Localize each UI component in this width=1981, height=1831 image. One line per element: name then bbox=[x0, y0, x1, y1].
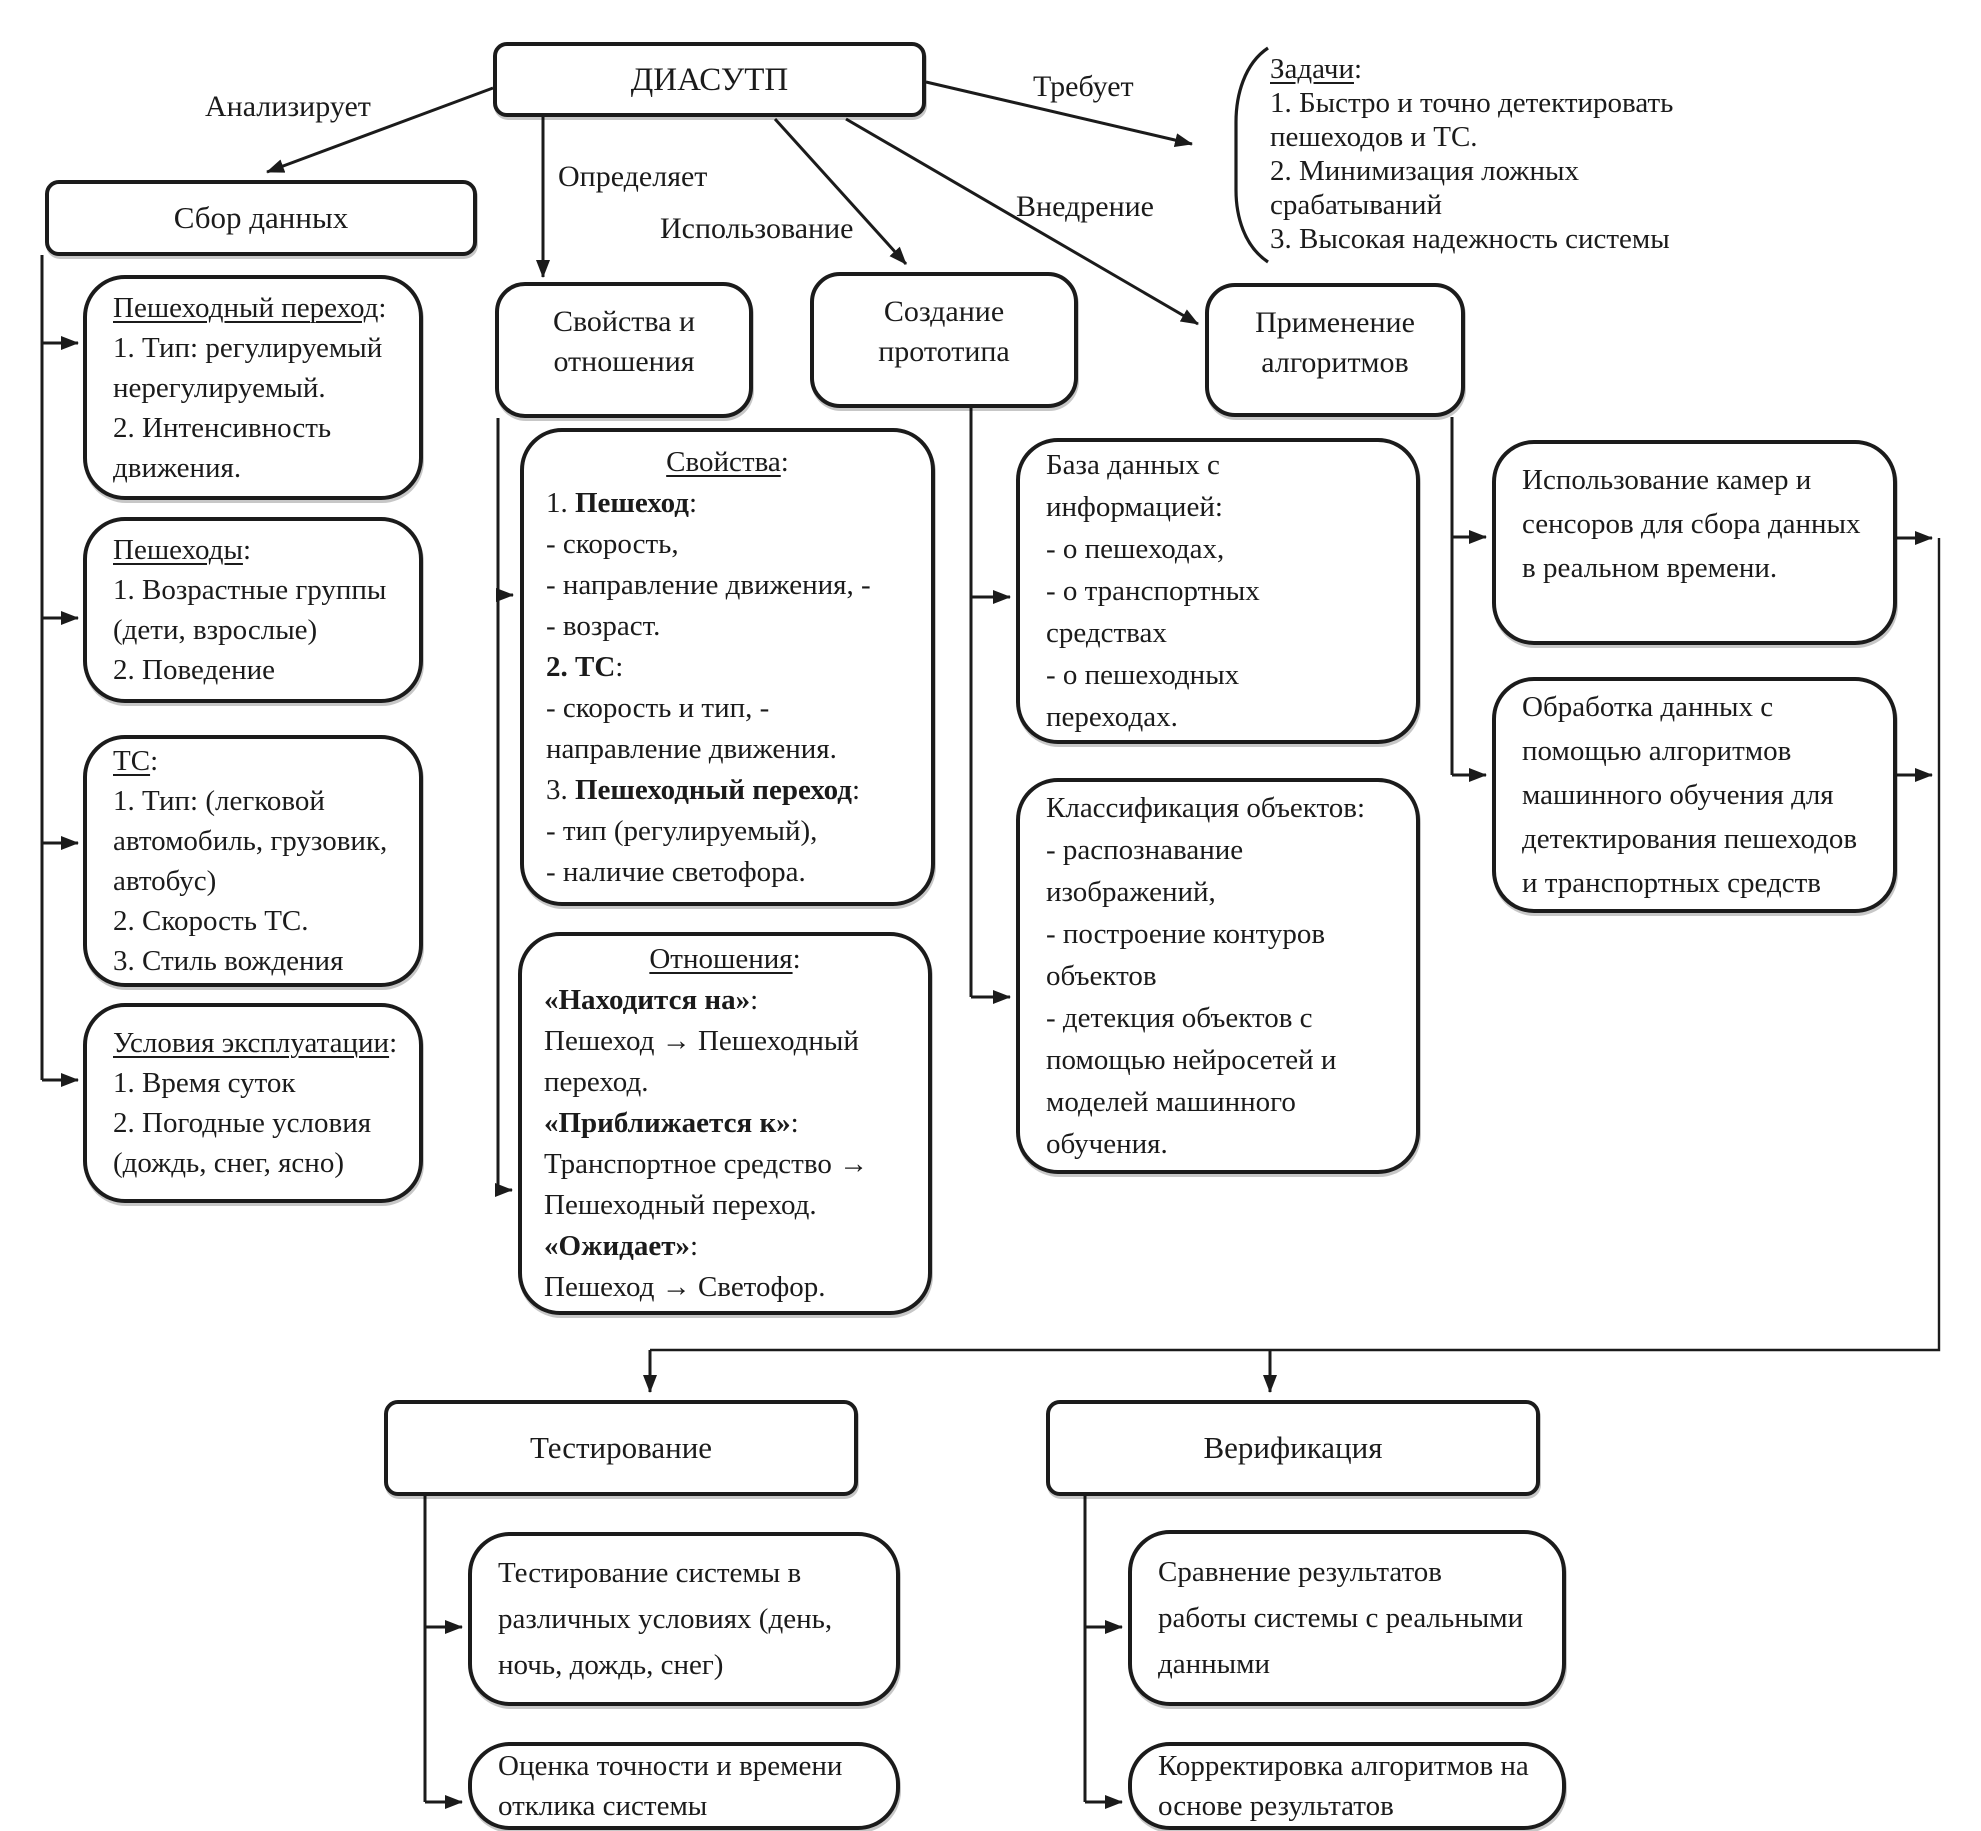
node-title: Отношения: bbox=[649, 943, 801, 975]
node-title: Пешеходы: bbox=[113, 534, 251, 566]
text-line: переходах. bbox=[1046, 701, 1178, 733]
node-pedestrian-crossing bbox=[83, 275, 423, 500]
text-line: 2. Минимизация ложных bbox=[1270, 155, 1579, 187]
text-line: Оценка точности и времени bbox=[498, 1750, 843, 1782]
text-line: - построение контуров bbox=[1046, 918, 1326, 950]
text-line: информацией: bbox=[1046, 491, 1223, 523]
node-database bbox=[1016, 438, 1420, 744]
edge-label-analyze: Анализирует bbox=[205, 90, 371, 123]
node-prototype bbox=[810, 272, 1078, 408]
text-line: 2. ТС: bbox=[546, 650, 624, 683]
text-line: «Ожидает»: bbox=[544, 1230, 698, 1262]
text-line: Сравнение результатов bbox=[1158, 1556, 1442, 1588]
text-line: - о пешеходах, bbox=[1046, 533, 1225, 565]
node-diasutp bbox=[493, 42, 926, 117]
text-line: пешеходов и ТС. bbox=[1270, 121, 1478, 153]
node-title: отношения bbox=[553, 345, 695, 378]
text-line: - распознавание bbox=[1046, 834, 1244, 866]
text-line: 2. Интенсивность bbox=[113, 411, 332, 444]
text-line: срабатываний bbox=[1270, 189, 1443, 221]
node-operating-conditions bbox=[83, 1003, 423, 1203]
text-line: 3. Стиль вождения bbox=[113, 945, 344, 977]
node-properties bbox=[520, 428, 935, 906]
edge-label-use: Использование bbox=[660, 212, 854, 245]
node-title: прототипа bbox=[878, 335, 1010, 368]
tasks-note bbox=[1270, 52, 1673, 256]
node-title: ДИАСУТП bbox=[630, 61, 789, 98]
text-line: 1. Тип: (легковой bbox=[113, 785, 325, 817]
text-line: 1. Тип: регулируемый bbox=[113, 331, 383, 364]
text-line: - направление движения, - bbox=[546, 568, 871, 601]
text-line: 2. Скорость ТС. bbox=[113, 905, 309, 937]
tasks-title: Задачи: bbox=[1270, 53, 1363, 85]
node-title: Свойства и bbox=[552, 305, 696, 338]
text-line: 1. Время суток bbox=[113, 1067, 296, 1099]
text-line: - скорость, bbox=[546, 527, 679, 560]
node-classification bbox=[1016, 778, 1420, 1174]
node-pedestrians bbox=[83, 517, 423, 703]
text-line: переход. bbox=[544, 1066, 649, 1098]
text-line: Пешеход → Пешеходный bbox=[544, 1025, 859, 1057]
text-line: нерегулируемый. bbox=[113, 371, 326, 404]
node-verification bbox=[1046, 1400, 1540, 1496]
text-line: Обработка данных с bbox=[1522, 691, 1774, 723]
edge-label-deploy: Внедрение bbox=[1016, 190, 1154, 223]
node-testing bbox=[384, 1400, 858, 1496]
node-algorithm-correction bbox=[1128, 1742, 1566, 1830]
text-line: (дождь, снег, ясно) bbox=[113, 1147, 344, 1179]
text-line: и транспортных средств bbox=[1522, 867, 1821, 899]
text-line: помощью алгоритмов bbox=[1522, 735, 1792, 767]
node-data-processing bbox=[1492, 677, 1897, 913]
text-line: обучения. bbox=[1046, 1128, 1168, 1160]
text-line: 1. Возрастные группы bbox=[113, 574, 387, 606]
node-vehicles bbox=[83, 735, 423, 987]
text-line: работы системы с реальными bbox=[1158, 1602, 1524, 1634]
text-line: «Находится на»: bbox=[544, 984, 759, 1016]
text-line: автомобиль, грузовик, bbox=[113, 825, 388, 857]
text-line: 2. Погодные условия bbox=[113, 1107, 372, 1139]
tasks-brace bbox=[1236, 48, 1268, 262]
edge-label-require: Требует bbox=[1033, 70, 1134, 103]
node-title: Создание bbox=[883, 295, 1005, 328]
node-title: ТС: bbox=[113, 745, 159, 777]
node-title: Тестирование bbox=[529, 1430, 713, 1465]
text-line: Классификация объектов: bbox=[1046, 792, 1366, 824]
text-line: 3. Высокая надежность системы bbox=[1270, 223, 1670, 255]
text-line: автобус) bbox=[113, 865, 217, 897]
text-line: направление движения. bbox=[546, 732, 837, 765]
node-collect-data bbox=[45, 180, 477, 256]
text-line: машинного обучения для bbox=[1522, 779, 1834, 811]
text-line: - наличие светофора. bbox=[546, 855, 806, 888]
node-title: Пешеходный переход: bbox=[113, 291, 387, 324]
text-line: Корректировка алгоритмов на bbox=[1158, 1750, 1529, 1782]
node-relations bbox=[518, 932, 932, 1315]
text-line: средствах bbox=[1046, 617, 1167, 649]
text-line: различных условиях (день, bbox=[498, 1603, 833, 1635]
text-line: изображений, bbox=[1046, 876, 1216, 908]
text-line: Пешеход → Светофор. bbox=[544, 1271, 826, 1303]
text-line: - о транспортных bbox=[1046, 575, 1260, 607]
text-line: - о пешеходных bbox=[1046, 659, 1240, 691]
text-line: движения. bbox=[113, 451, 242, 484]
node-title: Условия эксплуатации: bbox=[113, 1027, 398, 1059]
text-line: 2. Поведение bbox=[113, 654, 275, 686]
text-line: детектирования пешеходов bbox=[1522, 823, 1858, 855]
text-line: 1. Пешеход: bbox=[546, 486, 697, 519]
node-title: алгоритмов bbox=[1261, 346, 1409, 379]
node-title: Свойства: bbox=[666, 445, 789, 478]
text-line: - скорость и тип, - bbox=[546, 691, 770, 724]
node-title: Применение bbox=[1255, 306, 1415, 339]
node-results-comparison bbox=[1128, 1530, 1566, 1706]
text-line: моделей машинного bbox=[1046, 1086, 1296, 1118]
text-line: «Приближается к»: bbox=[544, 1107, 799, 1139]
text-line: (дети, взрослые) bbox=[113, 614, 318, 646]
text-line: сенсоров для сбора данных bbox=[1522, 508, 1861, 540]
text-line: 3. Пешеходный переход: bbox=[546, 773, 861, 806]
node-accuracy-evaluation bbox=[468, 1742, 900, 1830]
text-line: Использование камер и bbox=[1522, 464, 1812, 496]
text-line: помощью нейросетей и bbox=[1046, 1044, 1337, 1076]
node-testing-conditions bbox=[468, 1532, 900, 1706]
edge-label-define: Определяет bbox=[558, 160, 708, 193]
text-line: объектов bbox=[1046, 960, 1157, 992]
text-line: - тип (регулируемый), bbox=[546, 814, 818, 847]
text-line: 1. Быстро и точно детектировать bbox=[1270, 87, 1674, 119]
text-line: Пешеходный переход. bbox=[544, 1189, 817, 1221]
text-line: в реальном времени. bbox=[1522, 552, 1778, 584]
node-properties-relations bbox=[495, 282, 753, 418]
text-line: отклика системы bbox=[498, 1790, 708, 1822]
node-algorithms bbox=[1205, 283, 1465, 417]
text-line: данными bbox=[1158, 1648, 1271, 1680]
text-line: - детекция объектов с bbox=[1046, 1002, 1313, 1034]
node-cameras-sensors bbox=[1492, 440, 1897, 645]
text-line: Тестирование системы в bbox=[498, 1557, 802, 1589]
text-line: - возраст. bbox=[546, 609, 661, 642]
text-line: основе результатов bbox=[1158, 1790, 1394, 1822]
text-line: ночь, дождь, снег) bbox=[498, 1649, 724, 1681]
text-line: Транспортное средство → bbox=[544, 1148, 869, 1180]
text-line: База данных с bbox=[1046, 449, 1220, 481]
node-title: Сбор данных bbox=[173, 200, 349, 235]
node-title: Верификация bbox=[1203, 1430, 1383, 1465]
